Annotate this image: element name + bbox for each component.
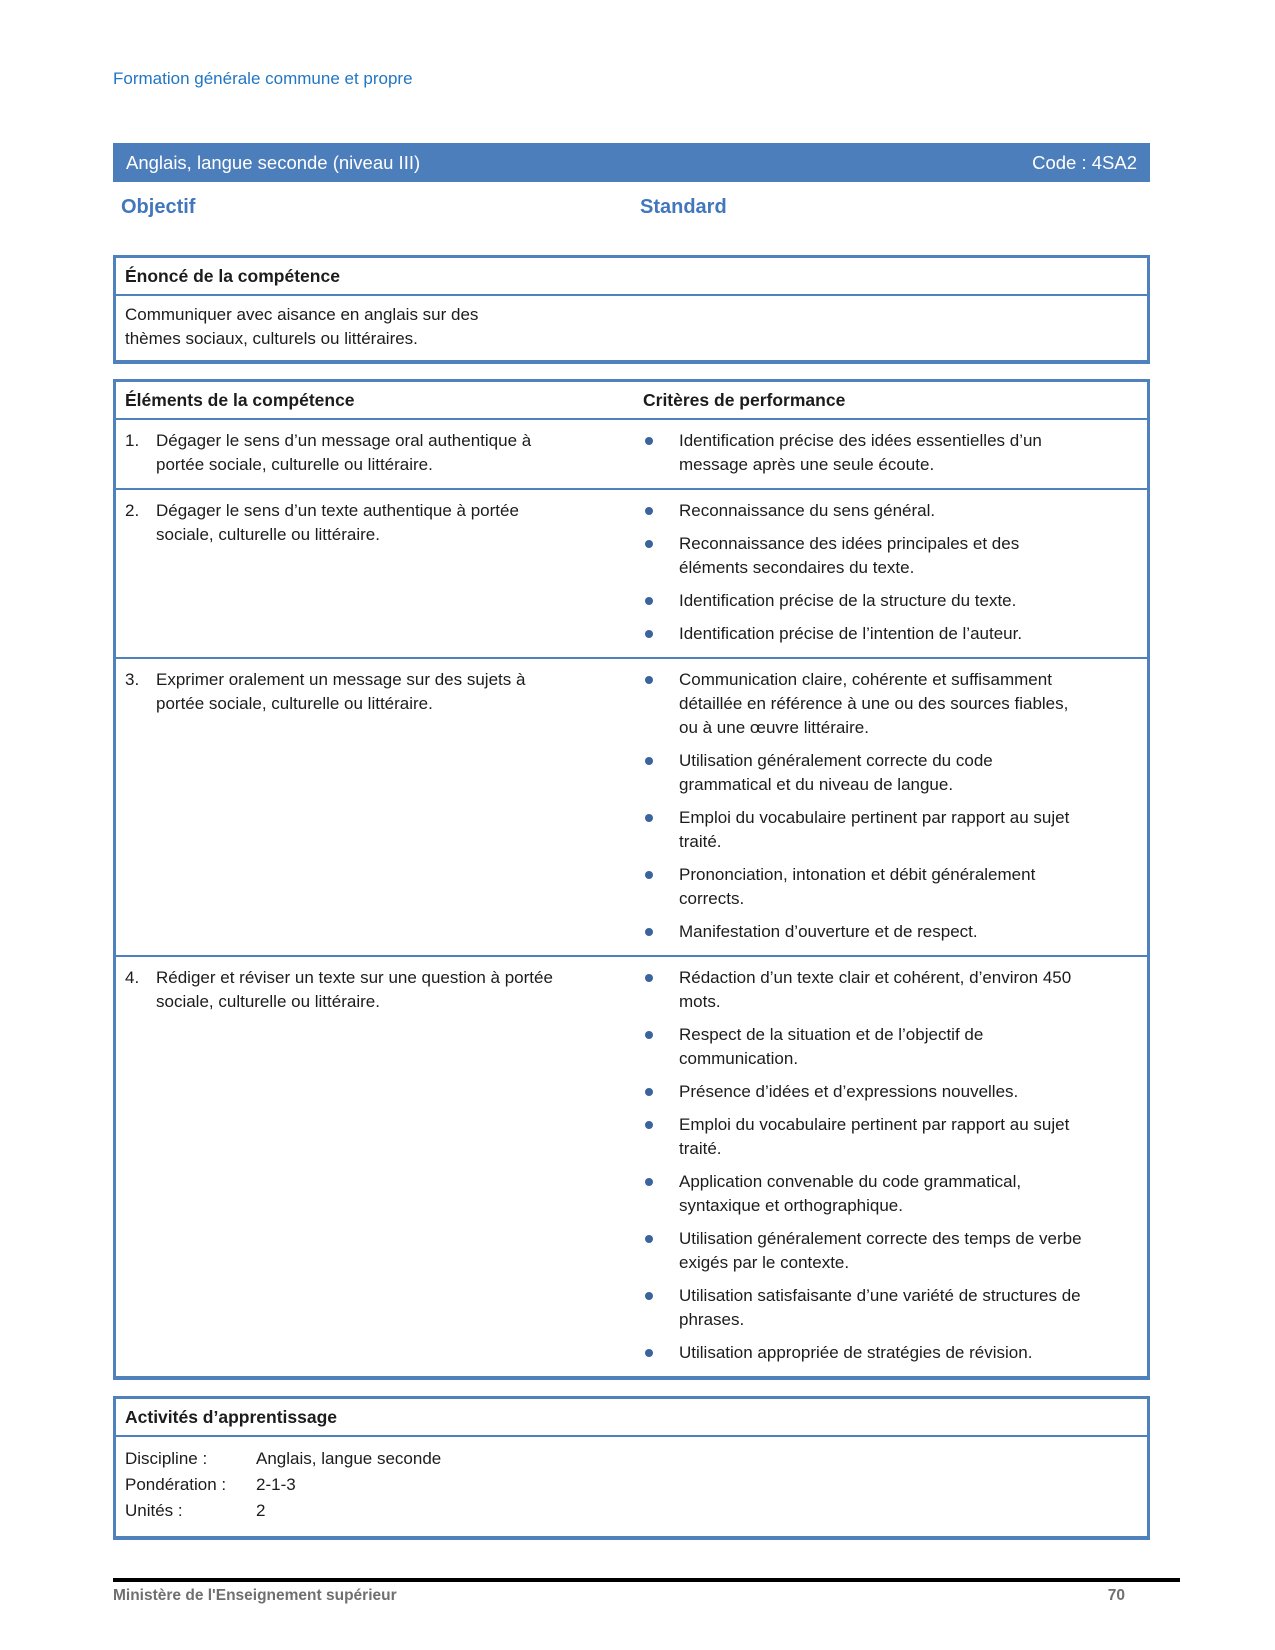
running-header: Formation générale commune et propre	[113, 69, 413, 88]
enonce-box	[113, 255, 1150, 364]
page-number: 70	[1107, 1587, 1125, 1604]
activities-header: Activités d’apprentissage	[116, 1399, 1147, 1437]
criteria-item: Respect de la situation et de l’objectif de communication.	[643, 1023, 1147, 1071]
criteria-item: Identification précise de l’intention de l’auteur.	[643, 622, 1147, 646]
activity-value: 2-1-3	[256, 1475, 296, 1494]
bullet-icon	[645, 1178, 653, 1186]
criteria-item: Application convenable du code grammatical, syntaxique et orthographique.	[643, 1170, 1147, 1218]
footer-rule	[113, 1578, 1180, 1582]
criteria-item: Identification précise des idées essentielles d’un message après une seule écoute.	[643, 429, 1147, 477]
element-number: 4.	[125, 968, 140, 987]
page-footer	[113, 1578, 1180, 1605]
criteria-item: Utilisation généralement correcte des temps de verbe exigés par le contexte.	[643, 1227, 1147, 1275]
activity-label: Pondération :	[125, 1475, 227, 1494]
criteria-cell	[643, 429, 1147, 477]
competence-table	[113, 379, 1150, 1380]
element-cell	[116, 966, 643, 1365]
bullet-icon	[645, 1235, 653, 1243]
criteria-item: Présence d’idées et d’expressions nouvelles.	[643, 1080, 1147, 1104]
activity-row	[125, 1446, 1138, 1472]
bullet-icon	[645, 597, 653, 605]
bullet-icon	[645, 757, 653, 765]
criteria-item: Utilisation généralement correcte du code grammatical et du niveau de langue.	[643, 749, 1147, 797]
col-header-criteres: Critères de performance	[643, 390, 846, 410]
objectif-heading: Objectif	[121, 196, 196, 218]
table-row	[116, 490, 1147, 659]
activity-label: Unités :	[125, 1501, 183, 1520]
activities-box	[113, 1396, 1150, 1540]
criteria-item: Utilisation appropriée de stratégies de révision.	[643, 1341, 1147, 1365]
activities-body	[116, 1437, 1147, 1536]
criteria-cell	[643, 668, 1147, 944]
criteria-item: Reconnaissance des idées principales et des éléments secondaires du texte.	[643, 532, 1147, 580]
enonce-text: Communiquer avec aisance en anglais sur des thèmes sociaux, culturels ou littéraires.	[125, 305, 479, 348]
page-content	[113, 0, 1150, 1540]
criteria-list	[643, 668, 1147, 944]
element-number: 1.	[125, 431, 140, 450]
col-header-elements: Éléments de la compétence	[125, 390, 355, 410]
course-title: Anglais, langue seconde (niveau III)	[126, 151, 421, 173]
table-row	[116, 420, 1147, 490]
criteria-item: Prononciation, intonation et débit généralement corrects.	[643, 863, 1147, 911]
bullet-icon	[645, 928, 653, 936]
element-cell	[116, 668, 643, 944]
criteria-item: Communication claire, cohérente et suffisamment détaillée en référence à une ou des sources fiables, ou à une œuvre littéraire.	[643, 668, 1147, 740]
bullet-icon	[645, 814, 653, 822]
bullet-icon	[645, 974, 653, 982]
element-cell	[116, 429, 643, 477]
criteria-item: Utilisation satisfaisante d’une variété de structures de phrases.	[643, 1284, 1147, 1332]
bullet-icon	[645, 676, 653, 684]
table-header-row	[116, 382, 1147, 420]
bullet-icon	[645, 630, 653, 638]
bullet-icon	[645, 1031, 653, 1039]
bullet-icon	[645, 1292, 653, 1300]
bullet-icon	[645, 871, 653, 879]
criteria-cell	[643, 966, 1147, 1365]
bullet-icon	[645, 1088, 653, 1096]
footer-ministry: Ministère de l'Enseignement supérieur	[113, 1587, 397, 1604]
activity-label: Discipline :	[125, 1449, 208, 1468]
activity-value: Anglais, langue seconde	[256, 1449, 442, 1468]
activity-value: 2	[256, 1501, 266, 1520]
table-row	[116, 659, 1147, 957]
criteria-list	[643, 429, 1147, 477]
criteria-item: Rédaction d’un texte clair et cohérent, d’environ 450 mots.	[643, 966, 1147, 1014]
enonce-header: Énoncé de la compétence	[116, 258, 1147, 296]
element-text: Dégager le sens d’un message oral authentique à portée sociale, culturelle ou littéraire.	[156, 431, 532, 474]
activity-row	[125, 1472, 1138, 1498]
course-code: Code : 4SA2	[1032, 151, 1137, 173]
bullet-icon	[645, 1349, 653, 1357]
table-row	[116, 957, 1147, 1376]
footer-text	[113, 1587, 1180, 1605]
course-title-bar	[113, 143, 1150, 182]
element-cell	[116, 499, 643, 646]
enonce-body	[116, 296, 1147, 360]
criteria-item: Emploi du vocabulaire pertinent par rapport au sujet traité.	[643, 1113, 1147, 1161]
bullet-icon	[645, 437, 653, 445]
standard-heading: Standard	[640, 196, 727, 218]
criteria-item: Reconnaissance du sens général.	[643, 499, 1147, 523]
criteria-list	[643, 499, 1147, 646]
activity-row	[125, 1498, 1138, 1524]
element-text: Rédiger et réviser un texte sur une question à portée sociale, culturelle ou littéraire.	[156, 968, 553, 1011]
criteria-item: Identification précise de la structure du texte.	[643, 589, 1147, 613]
bullet-icon	[645, 540, 653, 548]
criteria-item: Emploi du vocabulaire pertinent par rapport au sujet traité.	[643, 806, 1147, 854]
bullet-icon	[645, 1121, 653, 1129]
element-text: Exprimer oralement un message sur des sujets à portée sociale, culturelle ou littéraire.	[156, 670, 526, 713]
criteria-list	[643, 966, 1147, 1365]
element-text: Dégager le sens d’un texte authentique à portée sociale, culturelle ou littéraire.	[156, 501, 519, 544]
element-number: 3.	[125, 670, 140, 689]
section-headings	[113, 196, 1150, 224]
element-number: 2.	[125, 501, 140, 520]
criteria-item: Manifestation d’ouverture et de respect.	[643, 920, 1147, 944]
criteria-cell	[643, 499, 1147, 646]
bullet-icon	[645, 507, 653, 515]
